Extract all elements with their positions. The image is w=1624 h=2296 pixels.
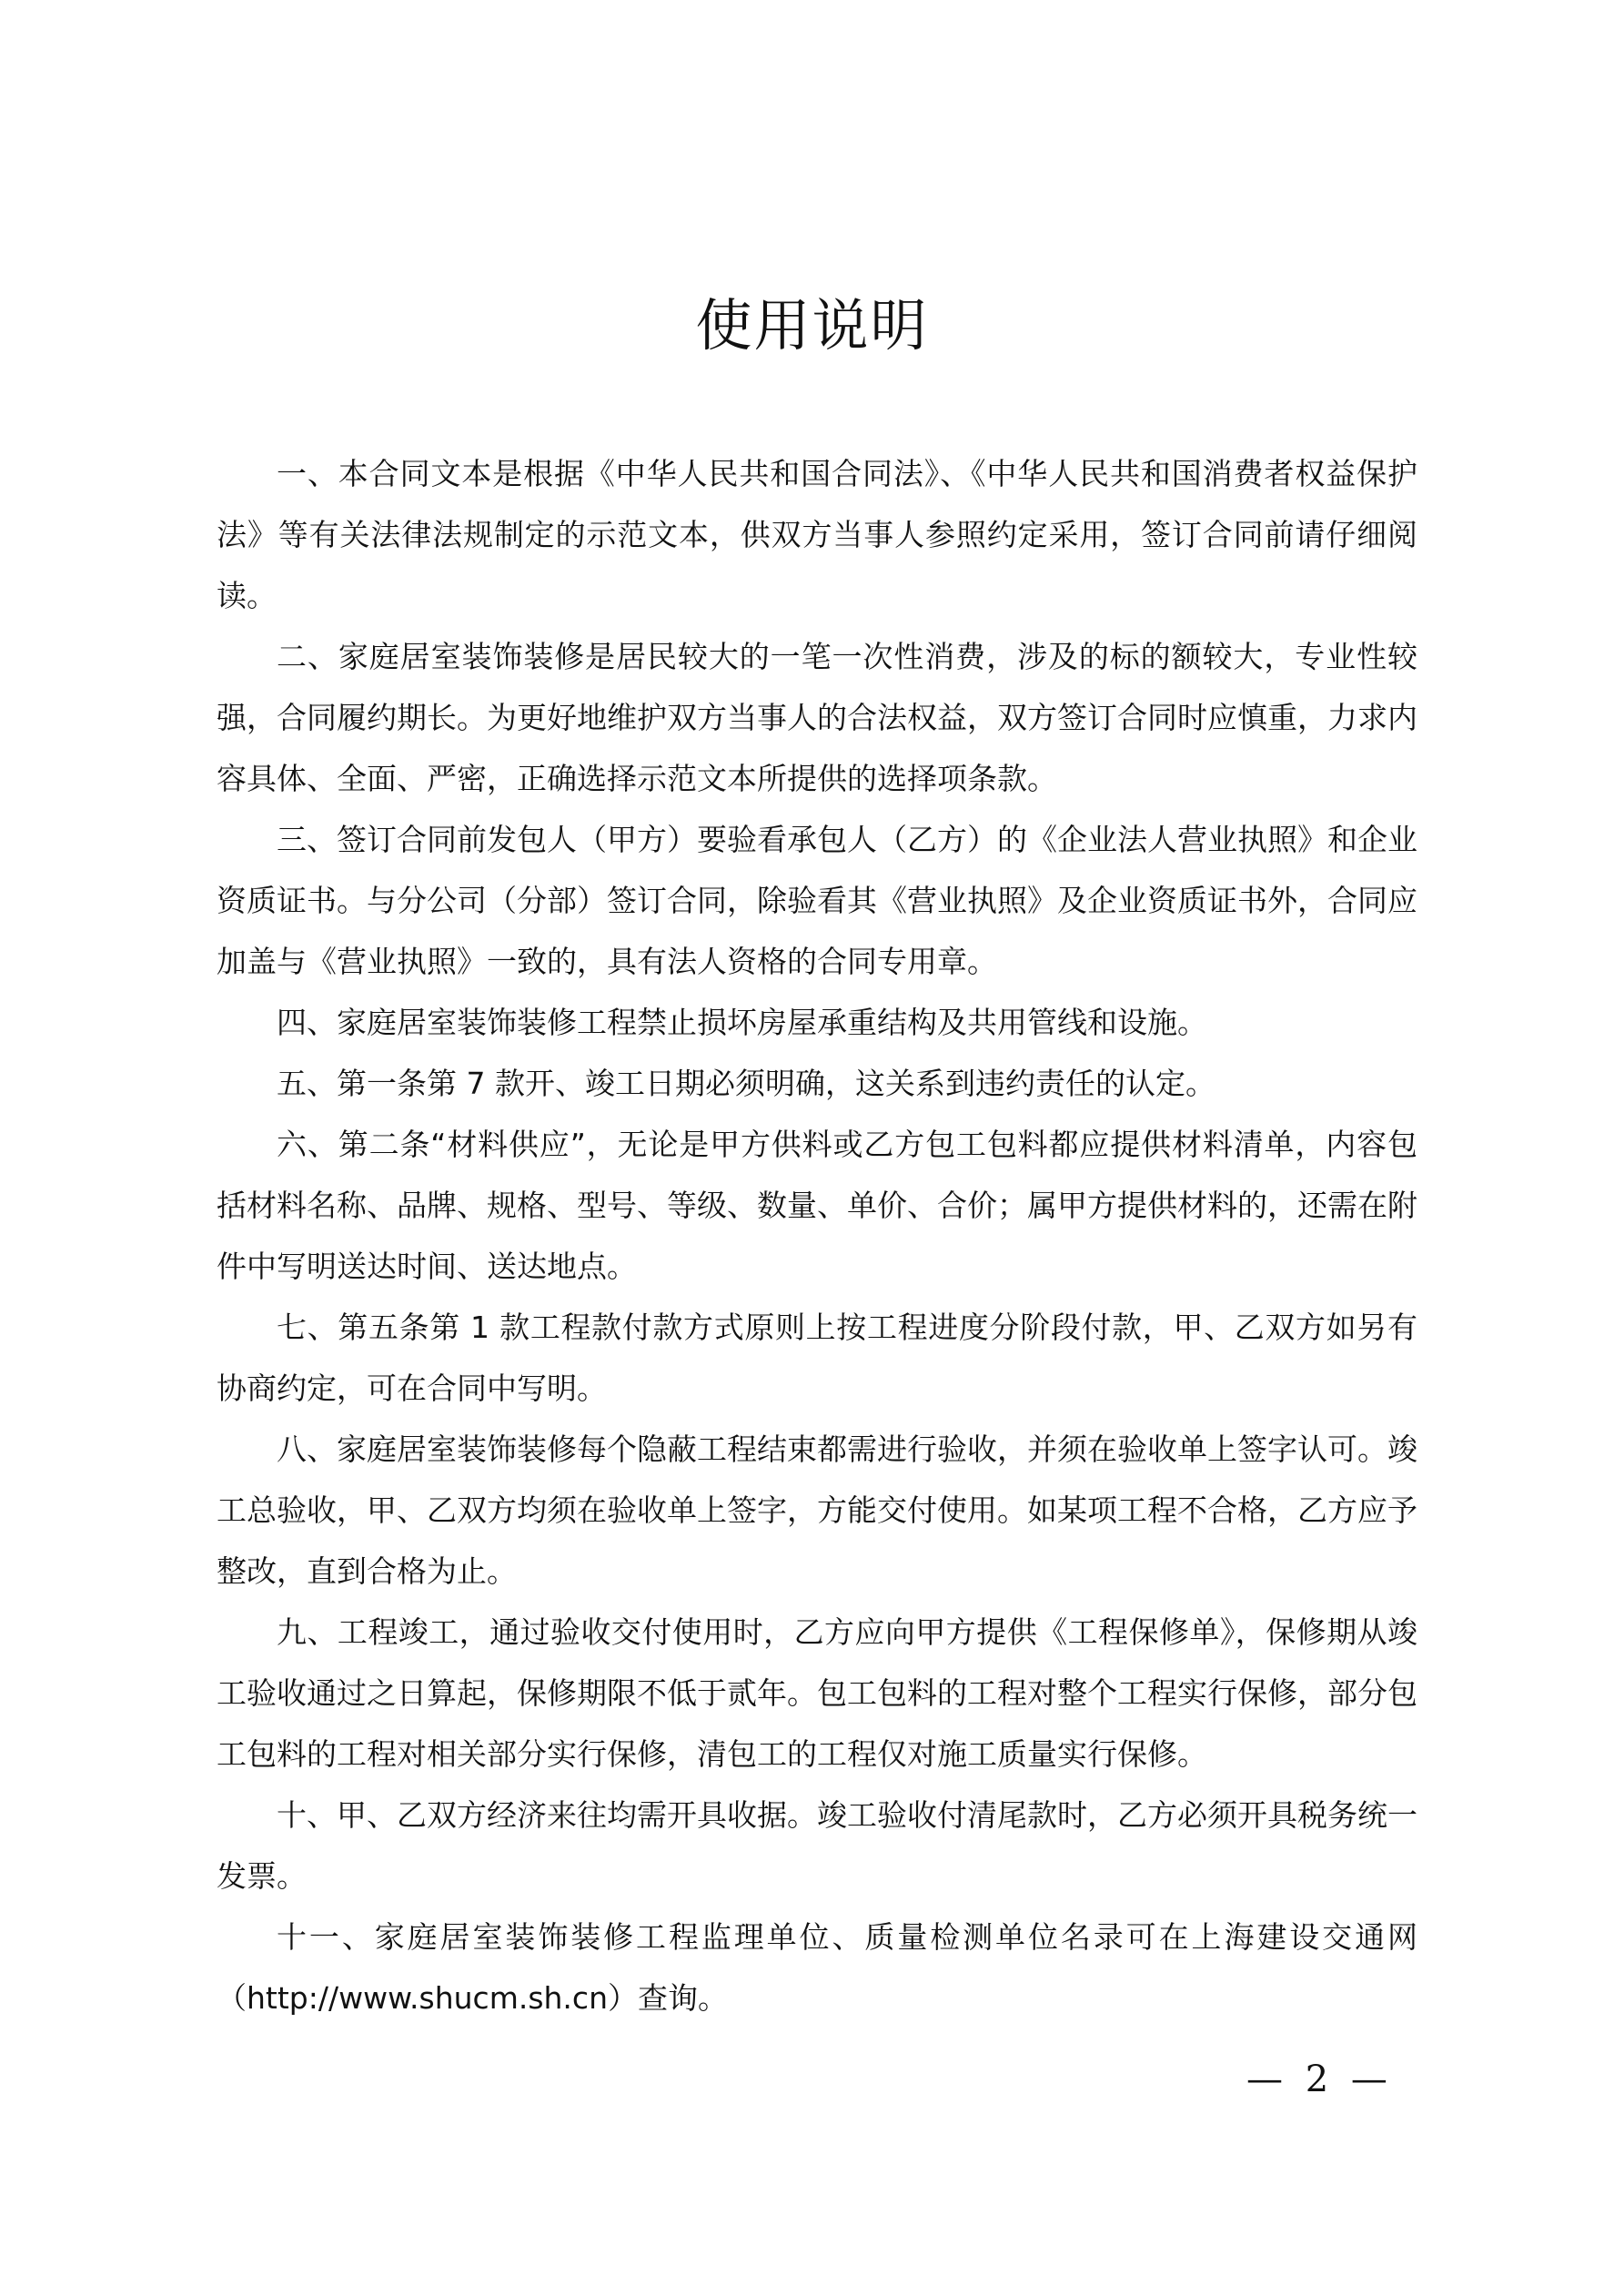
page-number: — 2 — xyxy=(1246,2058,1393,2100)
paragraph-7: 七、第五条第 1 款工程款付款方式原则上按工程进度分阶段付款，甲、乙双方如另有协商约定，可在合同中写明。 xyxy=(217,1310,1417,1406)
paragraph-11: 十一、家庭居室装饰装修工程监理单位、质量检测单位名录可在上海建设交通网（http://www.shucm.sh.cn）查询。 xyxy=(217,1919,1417,2016)
paragraph-9: 九、工程竣工，通过验收交付使用时，乙方应向甲方提供《工程保修单》，保修期从竣工验收通过之日算起，保修期限不低于贰年。包工包料的工程对整个工程实行保修，部分包工包料的工程对相关部分实行保修，清包工的工程仅对施工质量实行保修。 xyxy=(217,1614,1417,1772)
paragraph-1: 一、本合同文本是根据《中华人民共和国合同法》、《中华人民共和国消费者权益保护法》等有关法律法规制定的示范文本，供双方当事人参照约定采用，签订合同前请仔细阅读。 xyxy=(217,456,1417,613)
paragraph-4: 四、家庭居室装饰装修工程禁止损坏房屋承重结构及共用管线和设施。 xyxy=(277,1005,1207,1040)
paragraph-3: 三、签订合同前发包人（甲方）要验看承包人（乙方）的《企业法人营业执照》和企业资质证书。与分公司（分部）签订合同，除验看其《营业执照》及企业资质证书外，合同应加盖与《营业执照》一致的，具有法人资格的合同专用章。 xyxy=(217,822,1417,979)
instructions-body xyxy=(217,443,1417,2028)
paragraph-5: 五、第一条第 7 款开、竣工日期必须明确，这关系到违约责任的认定。 xyxy=(277,1066,1215,1101)
paragraph-10: 十、甲、乙双方经济来往均需开具收据。竣工验收付清尾款时，乙方必须开具税务统一发票。 xyxy=(217,1797,1417,1894)
paragraph-8: 八、家庭居室装饰装修每个隐蔽工程结束都需进行验收，并须在验收单上签字认可。竣工总验收，甲、乙双方均须在验收单上签字，方能交付使用。如某项工程不合格，乙方应予整改，直到合格为止。 xyxy=(217,1431,1417,1589)
paragraph-6: 六、第二条“材料供应”，无论是甲方供料或乙方包工包料都应提供材料清单，内容包括材料名称、品牌、规格、型号、等级、数量、单价、合价；属甲方提供材料的，还需在附件中写明送达时间、送达地点。 xyxy=(217,1127,1417,1284)
paragraph-2: 二、家庭居室装饰装修是居民较大的一笔一次性消费，涉及的标的额较大，专业性较强，合同履约期长。为更好地维护双方当事人的合法权益，双方签订合同时应慎重，力求内容具体、全面、严密，正确选择示范文本所提供的选择项条款。 xyxy=(217,639,1417,796)
page-title: 使用说明 xyxy=(695,292,929,359)
